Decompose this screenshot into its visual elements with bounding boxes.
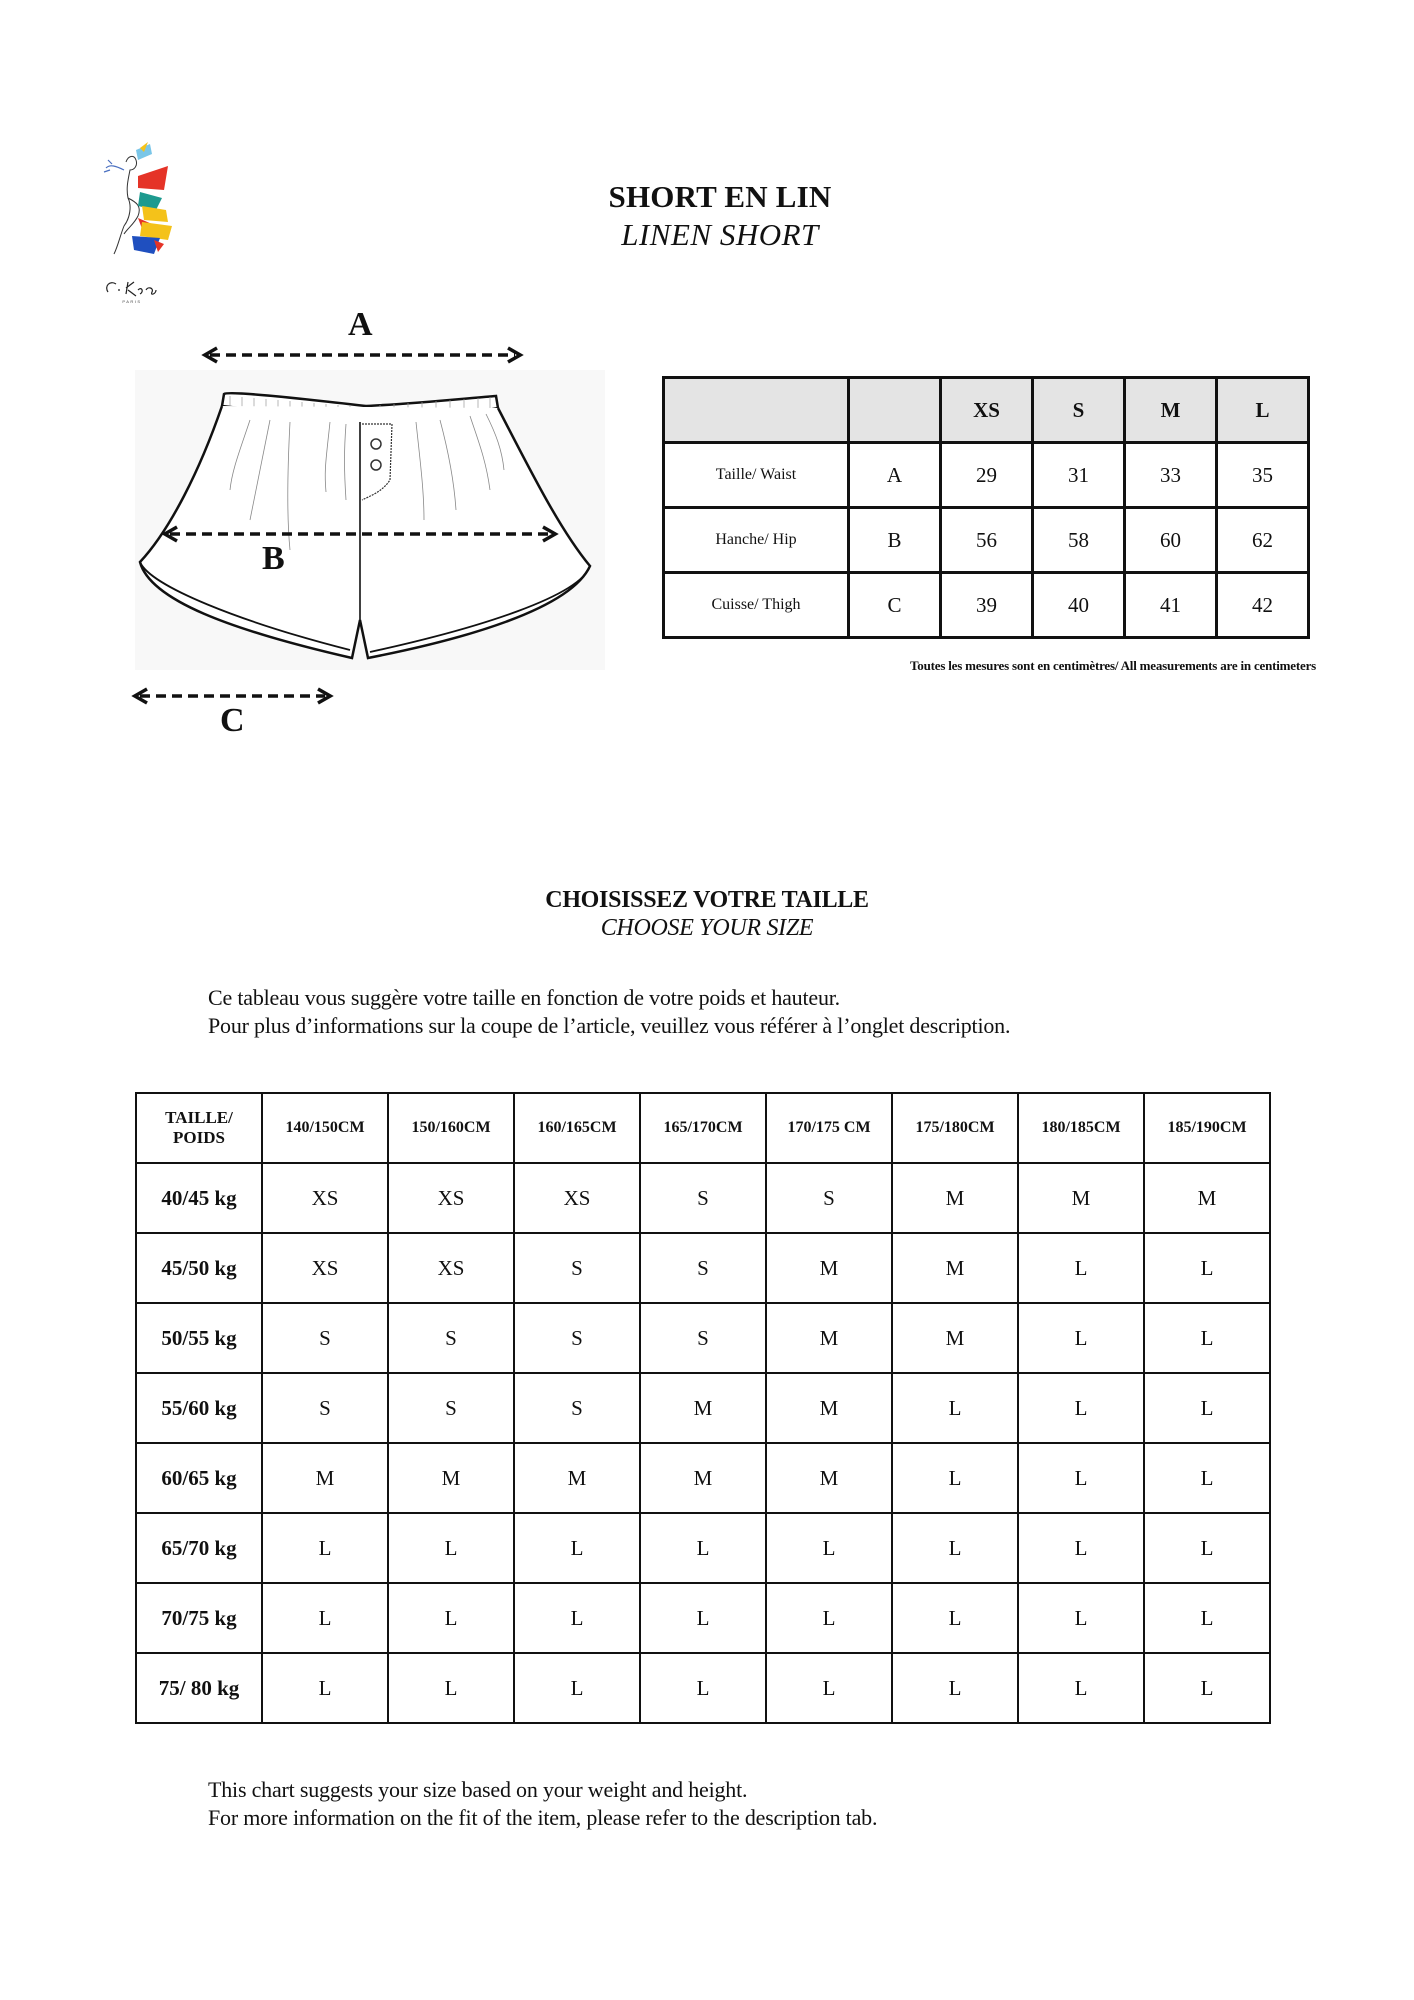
cell-value: 29: [941, 443, 1033, 508]
size-cell: L: [892, 1373, 1018, 1443]
cell-value: 42: [1217, 573, 1309, 638]
size-cell: L: [262, 1583, 388, 1653]
choose-size-heading: [400, 886, 1014, 942]
row-label: Taille/ Waist: [664, 443, 849, 508]
header-size-m: M: [1125, 378, 1217, 443]
size-cell: L: [1018, 1583, 1144, 1653]
size-cell: L: [1144, 1233, 1270, 1303]
size-cell: S: [640, 1233, 766, 1303]
size-cell: M: [514, 1443, 640, 1513]
cell-value: 41: [1125, 573, 1217, 638]
size-cell: L: [640, 1583, 766, 1653]
button-top-icon: [371, 439, 381, 449]
size-cell: L: [892, 1653, 1018, 1723]
size-header-row: [136, 1093, 1270, 1163]
size-cell: S: [514, 1373, 640, 1443]
size-cell: L: [1144, 1303, 1270, 1373]
size-cell: L: [766, 1653, 892, 1723]
choose-size-title-french: CHOISISSEZ VOTRE TAILLE: [545, 887, 869, 913]
size-cell: S: [514, 1303, 640, 1373]
header-size-l: L: [1217, 378, 1309, 443]
size-cell: L: [766, 1583, 892, 1653]
size-row: [136, 1233, 1270, 1303]
intro-english-line-2: For more information on the fit of the item, please refer to the description tab.: [208, 1805, 878, 1830]
size-row: [136, 1163, 1270, 1233]
row-key: B: [849, 508, 941, 573]
weight-label: 45/50 kg: [136, 1233, 262, 1303]
cell-value: 40: [1033, 573, 1125, 638]
row-label: Hanche/ Hip: [664, 508, 849, 573]
intro-french-line-1: Ce tableau vous suggère votre taille en fonction de votre poids et hauteur.: [208, 985, 840, 1010]
weight-label: 65/70 kg: [136, 1513, 262, 1583]
dimension-label-b: B: [262, 540, 285, 577]
size-cell: M: [766, 1443, 892, 1513]
title-english: LINEN SHORT: [621, 217, 819, 252]
size-cell: L: [892, 1583, 1018, 1653]
height-header: 150/160CM: [388, 1093, 514, 1163]
corner-header-line-1: TAILLE/: [165, 1108, 233, 1127]
size-cell: S: [640, 1163, 766, 1233]
cell-value: 31: [1033, 443, 1125, 508]
size-cell: S: [262, 1303, 388, 1373]
size-cell: M: [766, 1303, 892, 1373]
size-cell: L: [514, 1513, 640, 1583]
size-cell: L: [388, 1653, 514, 1723]
corner-header: [136, 1093, 262, 1163]
height-header: 170/175 CM: [766, 1093, 892, 1163]
brand-logo: [98, 140, 180, 305]
row-key: A: [849, 443, 941, 508]
size-cell: L: [1018, 1443, 1144, 1513]
size-cell: L: [1018, 1233, 1144, 1303]
size-cell: M: [640, 1443, 766, 1513]
size-cell: L: [892, 1513, 1018, 1583]
size-cell: S: [640, 1303, 766, 1373]
shorts-diagram: [130, 306, 610, 750]
size-row: [136, 1373, 1270, 1443]
height-header: 165/170CM: [640, 1093, 766, 1163]
dancer-figure-icon: [98, 140, 180, 305]
size-row: [136, 1653, 1270, 1723]
size-cell: L: [514, 1583, 640, 1653]
size-cell: L: [1018, 1513, 1144, 1583]
weight-label: 55/60 kg: [136, 1373, 262, 1443]
weight-label: 40/45 kg: [136, 1163, 262, 1233]
page-title: [520, 178, 920, 254]
size-cell: S: [766, 1163, 892, 1233]
size-row: [136, 1513, 1270, 1583]
height-header: 175/180CM: [892, 1093, 1018, 1163]
size-cell: L: [640, 1653, 766, 1723]
weight-label: 60/65 kg: [136, 1443, 262, 1513]
intro-text-french: [208, 984, 1308, 1040]
size-cell: M: [766, 1233, 892, 1303]
size-cell: M: [1144, 1163, 1270, 1233]
size-cell: L: [388, 1513, 514, 1583]
height-header: 180/185CM: [1018, 1093, 1144, 1163]
size-cell: L: [514, 1653, 640, 1723]
intro-english-line-1: This chart suggests your size based on your weight and height.: [208, 1777, 748, 1802]
size-row: [136, 1443, 1270, 1513]
height-header: 185/190CM: [1144, 1093, 1270, 1163]
weight-label: 75/ 80 kg: [136, 1653, 262, 1723]
size-cell: L: [1144, 1443, 1270, 1513]
header-blank: [664, 378, 849, 443]
size-cell: S: [514, 1233, 640, 1303]
header-size-xs: XS: [941, 378, 1033, 443]
size-cell: M: [892, 1163, 1018, 1233]
size-cell: L: [1144, 1583, 1270, 1653]
cell-value: 35: [1217, 443, 1309, 508]
measurement-row-waist: [664, 443, 1309, 508]
size-cell: M: [640, 1373, 766, 1443]
brand-subtitle: PARIS: [122, 299, 142, 304]
choose-size-title-english: CHOOSE YOUR SIZE: [600, 915, 814, 941]
size-cell: L: [1018, 1653, 1144, 1723]
cell-value: 56: [941, 508, 1033, 573]
intro-text-english: [208, 1776, 1308, 1832]
size-cell: S: [388, 1373, 514, 1443]
header-key: [849, 378, 941, 443]
size-cell: L: [262, 1513, 388, 1583]
size-cell: L: [388, 1583, 514, 1653]
size-cell: XS: [262, 1233, 388, 1303]
size-cell: L: [262, 1653, 388, 1723]
measurement-unit-note: Toutes les mesures sont en centimètres/ All measurements are in centimeters: [910, 658, 1316, 673]
cell-value: 62: [1217, 508, 1309, 573]
size-cell: L: [766, 1513, 892, 1583]
title-french: SHORT EN LIN: [608, 179, 832, 214]
height-header: 140/150CM: [262, 1093, 388, 1163]
corner-header-line-2: POIDS: [173, 1128, 225, 1147]
size-cell: L: [640, 1513, 766, 1583]
weight-label: 70/75 kg: [136, 1583, 262, 1653]
size-cell: XS: [262, 1163, 388, 1233]
cell-value: 39: [941, 573, 1033, 638]
size-cell: M: [892, 1233, 1018, 1303]
size-cell: S: [388, 1303, 514, 1373]
size-cell: XS: [388, 1233, 514, 1303]
size-row: [136, 1303, 1270, 1373]
row-label: Cuisse/ Thigh: [664, 573, 849, 638]
cell-value: 60: [1125, 508, 1217, 573]
size-cell: L: [1144, 1513, 1270, 1583]
header-size-s: S: [1033, 378, 1125, 443]
row-key: C: [849, 573, 941, 638]
button-bottom-icon: [371, 460, 381, 470]
weight-label: 50/55 kg: [136, 1303, 262, 1373]
measurement-row-hip: [664, 508, 1309, 573]
size-cell: L: [1018, 1303, 1144, 1373]
height-header: 160/165CM: [514, 1093, 640, 1163]
size-cell: XS: [388, 1163, 514, 1233]
size-row: [136, 1583, 1270, 1653]
cell-value: 33: [1125, 443, 1217, 508]
size-cell: L: [1144, 1373, 1270, 1443]
size-cell: M: [1018, 1163, 1144, 1233]
size-cell: M: [892, 1303, 1018, 1373]
dimension-label-a: A: [348, 306, 373, 343]
size-cell: L: [1018, 1373, 1144, 1443]
size-cell: M: [388, 1443, 514, 1513]
measurement-header-row: [664, 378, 1309, 443]
size-cell: S: [262, 1373, 388, 1443]
size-recommendation-table: [135, 1092, 1271, 1724]
cell-value: 58: [1033, 508, 1125, 573]
size-cell: M: [766, 1373, 892, 1443]
dimension-label-c: C: [220, 702, 245, 739]
linen-shorts-illustration: [130, 310, 610, 750]
size-cell: L: [1144, 1653, 1270, 1723]
intro-french-line-2: Pour plus d’informations sur la coupe de l’article, veuillez vous référer à l’onglet description.: [208, 1013, 1011, 1038]
size-cell: L: [892, 1443, 1018, 1513]
measurement-row-thigh: [664, 573, 1309, 638]
size-cell: XS: [514, 1163, 640, 1233]
measurement-table: [662, 376, 1310, 639]
size-cell: M: [262, 1443, 388, 1513]
